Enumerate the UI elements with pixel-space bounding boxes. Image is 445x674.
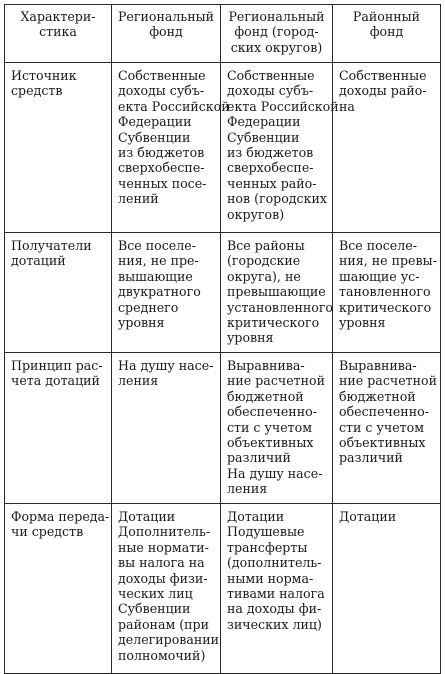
table-row [5, 63, 441, 233]
table-cell: Собственные доходы субъ- екта Российской Федерации Субвенции из бюджетов сверхобеспе- ченных посе- лений [112, 63, 221, 233]
header-characteristic: Характери- стика [5, 5, 112, 63]
header-regional-fund-city-districts: Региональный фонд (город- ских округов) [221, 5, 333, 63]
table-cell: Дотации [333, 504, 441, 674]
header-district-fund: Районный фонд [333, 5, 441, 63]
table-cell: Принцип рас- чета дотаций [5, 353, 112, 504]
table-cell: Собственные доходы райо- на [333, 63, 441, 233]
table-row [5, 233, 441, 353]
table-header-row [5, 5, 441, 63]
table-row [5, 504, 441, 674]
table-cell: Все поселе- ния, не пре- вышающие двукратного среднего уровня [112, 233, 221, 353]
table-cell: Все поселе- ния, не превы- шающие ус- тановленного критического уровня [333, 233, 441, 353]
comparison-table [4, 4, 441, 674]
table-cell: Выравнива- ние расчетной бюджетной обеспеченно- сти с учетом объективных различий На душу насе- ления [221, 353, 333, 504]
table-row [5, 353, 441, 504]
table-cell: Получатели дотаций [5, 233, 112, 353]
table-cell: Дотации Подушевые трансферты (дополнитель- ными норма- тивами налога на доходы фи- зических лиц) [221, 504, 333, 674]
table-cell: Форма переда- чи средств [5, 504, 112, 674]
table-cell: Собственные доходы субъ- екта Российской Федерации Субвенции из бюджетов сверхобеспе- ченных райо- нов (городских округов) [221, 63, 333, 233]
table-cell: Источник средств [5, 63, 112, 233]
table-cell: Все районы (городские округа), не превышающие установленного критического уровня [221, 233, 333, 353]
table-cell: На душу насе- ления [112, 353, 221, 504]
header-regional-fund: Региональный фонд [112, 5, 221, 63]
table-cell: Выравнива- ние расчетной бюджетной обеспеченно- сти с учетом объективных различий [333, 353, 441, 504]
table-cell: Дотации Дополнитель- ные нормати- вы налога на доходы физи- ческих лиц Субвенции районам (при делегировании полномочий) [112, 504, 221, 674]
